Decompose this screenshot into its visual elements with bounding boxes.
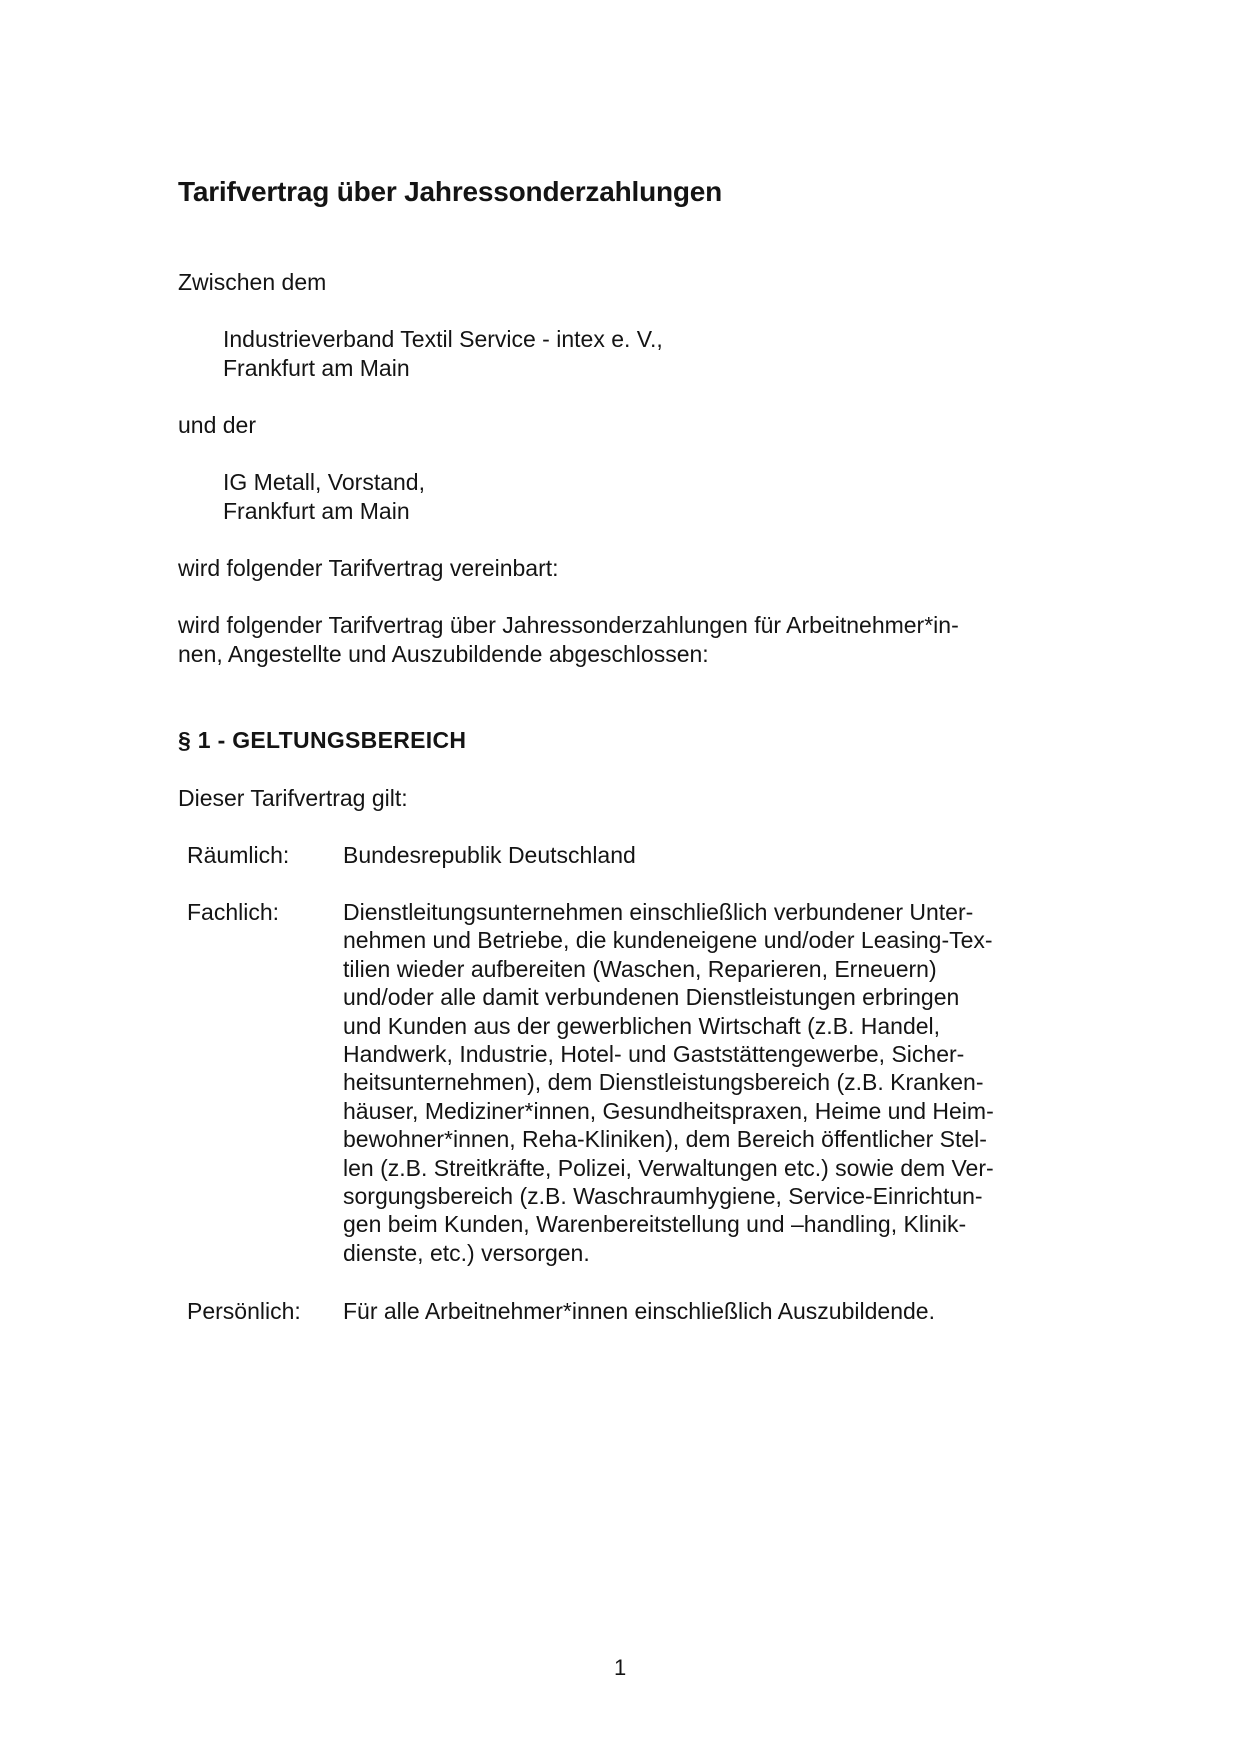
page-number: 1: [614, 1655, 627, 1680]
document-title: Tarifvertrag über Jahressonderzahlungen: [178, 176, 723, 207]
row-value-line: bewohner*innen, Reha-Kliniken), dem Bereich öffentlicher Stel-: [343, 1126, 987, 1153]
row-label-persoenlich: Persönlich:: [187, 1298, 301, 1324]
row-value-line: Handwerk, Industrie, Hotel- und Gaststättengewerbe, Sicher-: [343, 1041, 965, 1068]
row-value-line: nehmen und Betriebe, die kundeneigene und/oder Leasing-Tex-: [343, 927, 993, 954]
agreement-paragraph: [178, 611, 959, 669]
party2-line2: Frankfurt am Main: [223, 498, 410, 524]
party1-line2: Frankfurt am Main: [223, 355, 410, 381]
party2-address: [223, 468, 425, 526]
row-value-persoenlich: [343, 1297, 935, 1325]
section1-intro: Dieser Tarifvertrag gilt:: [178, 785, 408, 811]
row-value-line: dienste, etc.) versorgen.: [343, 1239, 590, 1266]
party1-address: [223, 325, 663, 383]
section1-heading: § 1 - GELTUNGSBEREICH: [178, 727, 467, 753]
party1-line1: Industrieverband Textil Service - intex e. V.,: [223, 326, 663, 352]
row-value-line: und/oder alle damit verbundenen Dienstleistungen erbringen: [343, 984, 960, 1011]
row-value-raeumlich: [343, 841, 636, 869]
agreement-line2: nen, Angestellte und Auszubildende abgeschlossen:: [178, 641, 709, 667]
row-value-line: Für alle Arbeitnehmer*innen einschließlich Auszubildende.: [343, 1298, 935, 1324]
row-value-fachlich: [343, 898, 994, 1267]
intro-between: Zwischen dem: [178, 269, 327, 295]
row-value-line: heitsunternehmen), dem Dienstleistungsbereich (z.B. Kranken-: [343, 1069, 984, 1096]
intro-and: und der: [178, 412, 257, 438]
row-value-line: Dienstleitungsunternehmen einschließlich verbundener Unter-: [343, 899, 974, 925]
row-value-line: len (z.B. Streitkräfte, Polizei, Verwaltungen etc.) sowie dem Ver-: [343, 1154, 994, 1181]
row-label-fachlich: Fachlich:: [187, 899, 280, 925]
agreed-text: wird folgender Tarifvertrag vereinbart:: [178, 555, 559, 581]
agreement-line1: wird folgender Tarifvertrag über Jahressonderzahlungen für Arbeitnehmer*in-: [178, 612, 959, 638]
row-value-line: gen beim Kunden, Warenbereitstellung und –handling, Klinik-: [343, 1211, 967, 1238]
row-value-line: sorgungsbereich (z.B. Waschraumhygiene, Service-Einrichtun-: [343, 1183, 983, 1210]
row-label-raeumlich: Räumlich:: [187, 842, 290, 868]
row-value-line: tilien wieder aufbereiten (Waschen, Reparieren, Erneuern): [343, 955, 937, 982]
row-value-line: Bundesrepublik Deutschland: [343, 842, 636, 868]
row-value-line: häuser, Mediziner*innen, Gesundheitspraxen, Heime und Heim-: [343, 1097, 994, 1124]
row-value-line: und Kunden aus der gewerblichen Wirtschaft (z.B. Handel,: [343, 1012, 941, 1039]
party2-line1: IG Metall, Vorstand,: [223, 469, 425, 495]
